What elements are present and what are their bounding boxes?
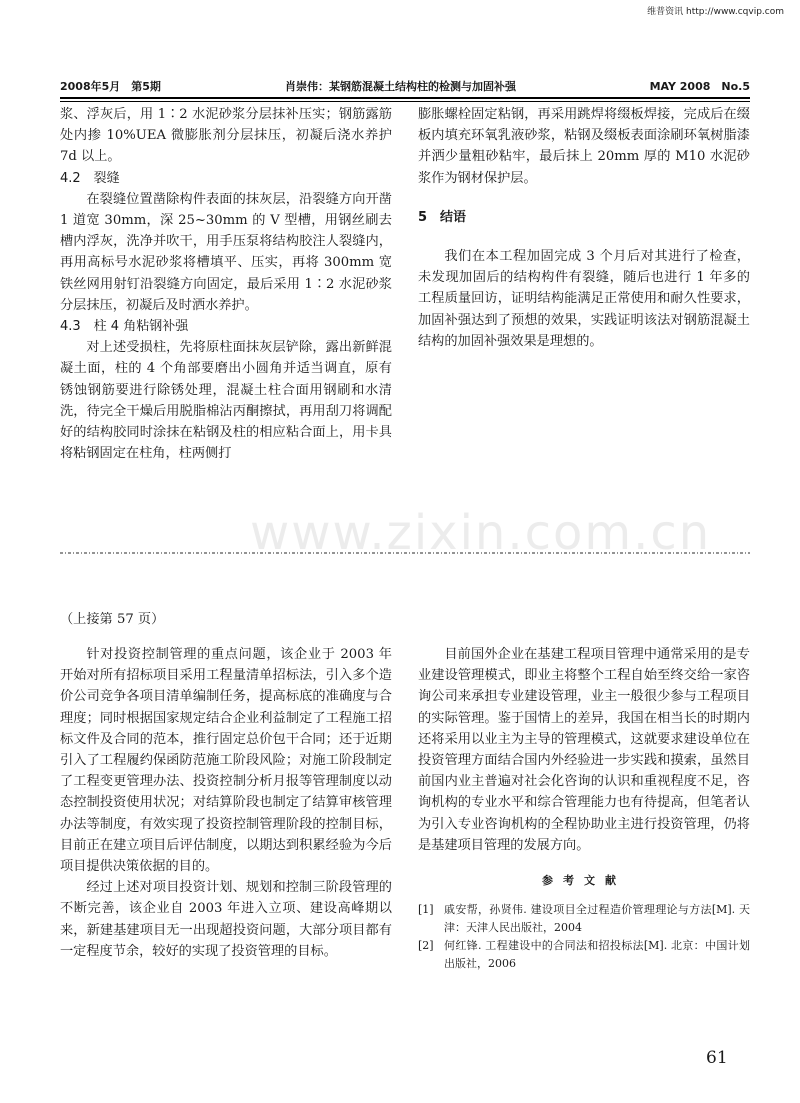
section-heading-4-3: 4.3 柱 4 角粘钢补强	[60, 319, 189, 335]
paragraph: 浆、浮灰后，用 1∶2 水泥砂浆分层抹补压实；钢筋露筋处内掺 10%UEA 微膨胀剂分层抹压，初凝后浇水养护 7d 以上。	[60, 107, 392, 165]
source-watermark: 维普资讯 http://www.cqvip.com	[647, 7, 784, 17]
running-header	[60, 78, 750, 96]
header-issue-en: MAY 2008 No.5	[649, 80, 750, 93]
references-heading: 参考文献	[542, 874, 626, 888]
bottom-left-column	[60, 644, 392, 962]
paragraph: 对上述受损柱，先将原柱面抹灰层铲除，露出新鲜混凝土面，柱的 4 个角部要磨出小圆角并适当调直，原有锈蚀钢筋要进行除锈处理，混凝土柱合面用钢刷和水清洗，待完全干燥后用脱脂棉沾丙酮擦拭，再用刮刀将调配好的结构胶同时涂抹在粘钢及柱的相应粘合面上，用卡具将粘钢固定在柱角，柱两侧打	[60, 340, 392, 462]
section-separator	[60, 548, 750, 562]
header-title: 肖崇伟：某钢筋混凝土结构柱的检测与加固补强	[285, 80, 516, 93]
header-issue: 2008年5月 第5期	[60, 80, 161, 93]
page-number: 61	[706, 1048, 728, 1068]
paragraph: 针对投资控制管理的重点问题，该企业于 2003 年开始对所有招标项目采用工程量清单招标法，引入多个造价公司竞争各项目清单编制任务，提高标底的准确度与合理度；同时根据国家规定结合企业利益制定了工程施工招标文件及合同的范本，推行固定总价包干合同；还于近期引入了工程履约保函防范施工阶段风险；对施工阶段制定了工程变更管理办法、投资控制分析月报等管理制度以动态控制投资使用状况；对结算阶段也制定了结算审核管理办法等制度，有效实现了投资控制管理阶段的控制目标，目前正在建立项目后评估制度，以期达到积累经验为今后项目提供决策依据的目的。	[60, 647, 392, 875]
bottom-right-column	[418, 644, 750, 973]
paragraph: 膨胀螺栓固定粘钢，再采用跳焊将缀板焊接，完成后在缀板内填充环氧乳液砂浆，粘钢及缀板表面涂刷环氧树脂漆并洒少量粗砂粘牢，最后抹上 20mm 厚的 M10 水泥砂浆作为钢材保护层。	[418, 107, 750, 186]
continuation-note: （上接第 57 页）	[60, 612, 165, 627]
reference-number: [1]	[418, 903, 434, 917]
reference-text: 何红锋. 工程建设中的合同法和招投标法[M]. 北京：中国计划出版社，2006	[444, 939, 750, 971]
section-heading-5: 5 结语	[418, 209, 467, 225]
paragraph: 我们在本工程加固完成 3 个月后对其进行了检查，未发现加固后的结构构件有裂缝，随后也进行 1 年多的工程质量回访，证明结构能满足正常使用和耐久性要求，加固补强达到了预想的效果，实践证明该法对钢筋混凝土结构的加固补强效果是理想的。	[418, 249, 750, 349]
reference-item	[418, 901, 750, 937]
header-rule	[60, 97, 750, 99]
site-watermark: www.zixin.com.cn	[250, 505, 712, 561]
top-left-column	[60, 104, 392, 464]
paragraph: 目前国外企业在基建工程项目管理中通常采用的是专业建设管理模式，即业主将整个工程自始至终交给一家咨询公司来承担专业建设管理，业主一般很少参与工程项目的实际管理。鉴于国情上的差异，我国在相当长的时期内还将采用以业主为主导的管理模式，这就要求建设单位在投资管理方面结合国内外经验进一步实践和摸索，虽然目前国内业主普遍对社会化咨询的认识和重视程度不足，咨询机构的专业水平和综合管理能力也有待提高，但笔者认为引入专业咨询机构的全程协助业主进行投资管理，仍将是基建项目管理的发展方向。	[418, 647, 750, 853]
paragraph: 在裂缝位置凿除构件表面的抹灰层，沿裂缝方向开凿 1 道宽 30mm，深 25~30mm 的 V 型槽，用钢丝刷去槽内浮灰，洗净并吹干，用手压泵将结构胶注人裂缝内，再用高标号水泥砂浆将槽填平、压实，再将 300mm 宽铁丝网用射钉沿裂缝方向固定，最后采用 1∶2 水泥砂浆分层抹压，初凝后及时洒水养护。	[60, 191, 392, 313]
reference-item	[418, 937, 750, 973]
top-right-column	[418, 104, 750, 352]
paragraph: 经过上述对项目投资计划、规划和控制三阶段管理的不断完善，该企业自 2003 年进入立项、建设高峰期以来，新建基建项目无一出现超投资问题，大部分项目都有一定程度节余，较好的实现了投资管理的目标。	[60, 880, 392, 959]
header-rule-thin	[60, 101, 750, 102]
section-heading-4-2: 4.2 裂缝	[60, 170, 120, 186]
reference-number: [2]	[418, 939, 434, 953]
reference-text: 戚安帮，孙贤伟. 建设项目全过程造价管理理论与方法[M]. 天津：天津人民出版社，2004	[444, 903, 750, 935]
